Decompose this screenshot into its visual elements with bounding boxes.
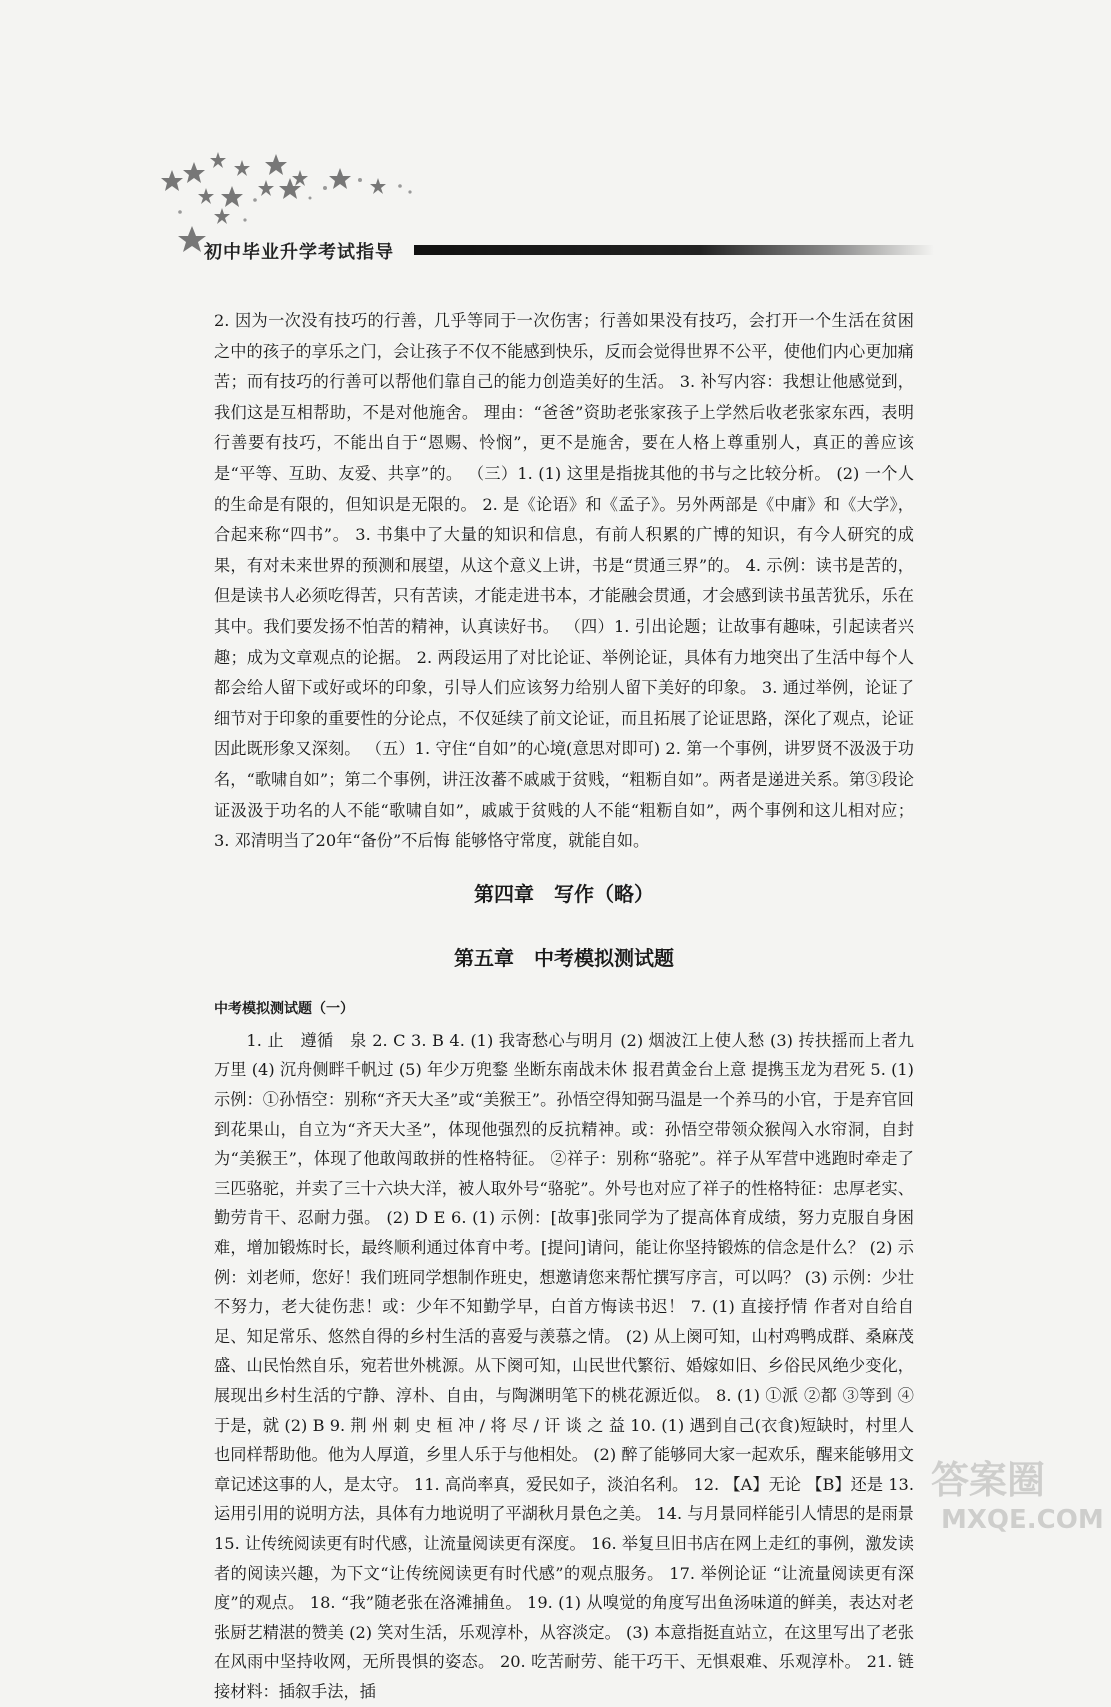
running-header-title: 初中毕业升学考试指导 — [204, 242, 394, 263]
mock-test-1-heading: 中考模拟测试题（一） — [214, 1000, 354, 1017]
watermark-url: MXQE.COM — [941, 1505, 1104, 1535]
watermark-text: 答案圈 — [931, 1458, 1046, 1502]
page-body — [214, 306, 914, 1707]
chapter-4-heading: 第四章 写作（略） — [474, 881, 654, 906]
header-rule — [414, 245, 934, 255]
answer-block-continued: 2. 因为一次没有技巧的行善，几乎等同于一次伤害；行善如果没有技巧，会打开一个生活在贫困之中的孩子的享乐之门，会让孩子不仅不能感到快乐，反而会觉得世界不公平，使他们内心更加痛苦；而有技巧的行善可以帮他们靠自己的能力创造美好的生活。 3. 补写内容：我想让他感觉到，我们这是互相帮助，不是对他施舍。 理由：“爸爸”资助老张家孩子上学然后收老张家东西，表明行善要有技巧，不能出自于“恩赐、怜悯”，更不是施舍，要在人格上尊重别人，真正的善应该是“平等、互助、友爱、共享”的。 （三）1. (1) 这里是指拢其他的书与之比较分析。 (2) 一个人的生命是有限的，但知识是无限的。 2. 是《论语》和《孟子》。另外两部是《中庸》和《大学》，合起来称“四书”。 3. 书集中了大量的知识和信息，有前人积累的广博的知识，有今人研究的成果，有对未来世界的预测和展望，从这个意义上讲，书是“贯通三界”的。 4. 示例：读书是苦的，但是读书人必须吃得苦，只有苦读，才能走进书本，才能融会贯通，才会感到读书虽苦犹乐，乐在其中。我们要发扬不怕苦的精神，认真读好书。 （四）1. 引出论题；让故事有趣味，引起读者兴趣；成为文章观点的论据。 2. 两段运用了对比论证、举例论证，具体有力地突出了生活中每个人都会给人留下或好或坏的印象，引导人们应该努力给别人留下美好的印象。 3. 通过举例，论证了细节对于印象的重要性的分论点，不仅延续了前文论证，而且拓展了论证思路，深化了观点，论证因此既形象又深刻。 （五）1. 守住“自如”的心境(意思对即可) 2. 第一个事例，讲罗贤不汲汲于功名，“歌啸自如”；第二个事例，讲汪汝蕃不戚戚于贫贱，“粗粝自如”。两者是递进关系。第③段论证汲汲于功名的人不能“歌啸自如”，戚戚于贫贱的人不能“粗粝自如”，两个事例和这儿相对应； 3. 邓清明当了20年“备份”不后悔 能够恪守常度，就能自如。 — [214, 311, 914, 851]
watermark-logo-icon — [861, 1438, 1111, 1538]
mock-test-1-text: 1. 止 遵循 泉 2. C 3. B 4. (1) 我寄愁心与明月 (2) 烟波江上使人愁 (3) 抟扶摇而上者九万里 (4) 沉舟侧畔千帆过 (5) 年少万兜鍪 坐断东南战未休 报君黄金台上意 提携玉龙为君死 5. (1) 示例：①孙悟空：别称“齐天大圣”或“美猴王”。孙悟空得知弼马温是一个养马的小官，于是弃官回到花果山，自立为“齐天大圣”，体现他强烈的反抗精神。或：孙悟空带领众猴闯入水帘洞，自封为“美猴王”，体现了他敢闯敢拼的性格特征。 ②祥子：别称“骆驼”。祥子从军营中逃跑时牵走了三匹骆驼，并卖了三十六块大洋，被人取外号“骆驼”。外号也对应了祥子的性格特征：忠厚老实、勤劳肯干、忍耐力强。 (2) D E 6. (1) 示例：[故事]张同学为了提高体育成绩，努力克服自身困难，增加锻炼时长，最终顺利通过体育中考。[提问]请问，能让你坚持锻炼的信念是什么？ (2) 示例：刘老师，您好！我们班同学想制作班史，想邀请您来帮忙撰写序言，可以吗？ (3) 示例：少壮不努力，老大徒伤悲！或：少年不知勤学早，白首方悔读书迟！ 7. (1) 直接抒情 作者对自给自足、知足常乐、悠然自得的乡村生活的喜爱与羡慕之情。 (2) 从上阕可知，山村鸡鸭成群、桑麻茂盛、山民怡然自乐，宛若世外桃源。从下阕可知，山民世代繁衍、婚嫁如旧、乡俗民风绝少变化，展现出乡村生活的宁静、淳朴、自由，与陶渊明笔下的桃花源近似。 8. (1) ①派 ②都 ③等到 ④于是，就 (2) B 9. 荆 州 刺 史 桓 冲 / 将 尽 / 讦 谈 之 益 10. (1) 遇到自己(衣食)短缺时，村里人也同样帮助他。他为人厚道，乡里人乐于与他相处。 (2) 醉了能够同大家一起欢乐，醒来能够用文章记述这事的人，是太守。 11. 高尚率真，爱民如子，淡泊名利。 12. 【A】无论 【B】还是 13. 运用引用的说明方法，具体有力地说明了平湖秋月景色之美。 14. 与月景同样能引人情思的是雨景 15. 让传统阅读更有时代感，让流量阅读更有深度。 16. 举复旦旧书店在网上走红的事例，激发读者的阅读兴趣，为下文“让传统阅读更有时代感”的观点服务。 17. 举例论证 “让流量阅读更有深度”的观点。 18. “我”随老张在洛滩捕鱼。 19. (1) 从嗅觉的角度写出鱼汤味道的鲜美，表达对老张厨艺精湛的赞美 (2) 笑对生活，乐观淳朴，从容淡定。 (3) 本意指挺直站立，在这里写出了老张在风雨中坚持收网，无所畏惧的姿态。 20. 吃苦耐劳、能干巧干、无惧艰难、乐观淳朴。 21. 链接材料：插叙手法，插 — [214, 1030, 914, 1701]
mock-test-1-answers — [214, 1026, 914, 1707]
chapter-5-heading: 第五章 中考模拟测试题 — [454, 946, 674, 971]
